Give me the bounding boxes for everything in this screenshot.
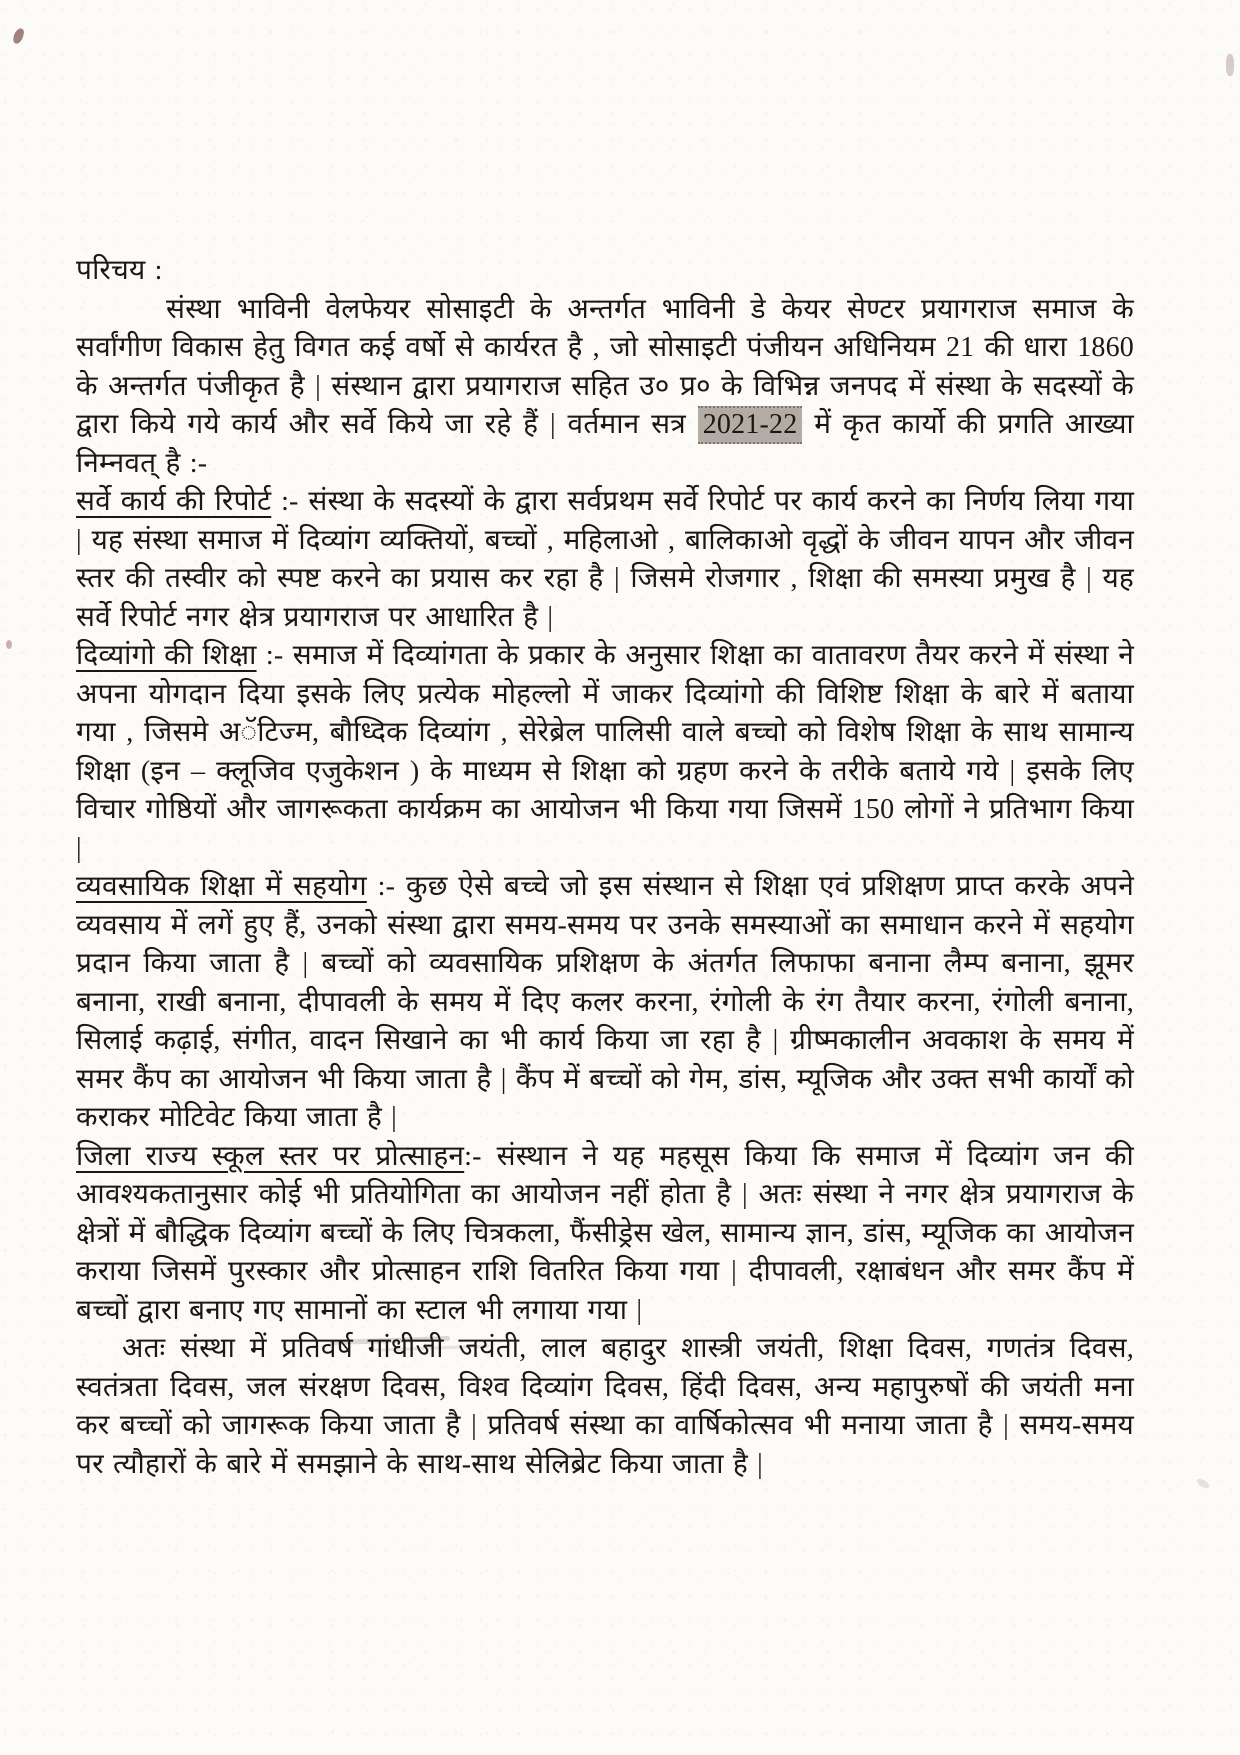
section-heading: व्यवसायिक शिक्षा में सहयोग (76, 871, 367, 902)
section-body: समाज में दिव्यांगता के प्रकार के अनुसार शिक्षा का वातावरण तैयर करने में संस्था ने अपना योगदान दिया इसके लिए प्रत्येक मोहल्लो में जाकर दिव्यांगो की विशिष्ट शिक्षा के बारे में बताया गया , जिसमे अॅटिज्म, बौध्दिक दिव्यांग , सेरेब्रेल पालिसी वाले बच्चो को विशेष शिक्षा के साथ सामान्य शिक्षा (इन – क्लूजिव एजुकेशन ) के माध्यम से शिक्षा को ग्रहण करने के तरीके बताये गये | इसके लिए विचार गोष्ठियों और जागरूकता कार्यक्रम का आयोजन भी किया गया जिसमें 150 लोगों ने प्रतिभाग किया | (76, 640, 1134, 864)
intro-paragraph (76, 291, 1134, 484)
intro-text-before: संस्था भाविनी वेलफेयर सोसाइटी के अन्तर्गत भाविनी डे केयर सेण्टर प्रयागराज समाज के सर्वांगीण विकास हेतु विगत कई वर्षो से कार्यरत है , जो सोसाइटी पंजीयन अधिनियम 21 की धारा 1860 के अन्तर्गत पंजीकृत है | संस्थान द्वारा प्रयागराज सहित उ० प्र० के विभिन्न जनपद में संस्था के सदस्यों के द्वारा किये गये कार्य और सर्वे किये जा रहे हैं | वर्तमान सत्र (76, 293, 1134, 440)
scan-speckle (6, 640, 12, 649)
session-highlight: 2021-22 (698, 406, 803, 444)
section-body: संस्थान ने यह महसूस किया कि समाज में दिव्यांग जन की आवश्यकतानुसार कोई भी प्रतियोगिता का आयोजन नहीं होता है | अतः संस्था ने नगर क्षेत्र प्रयागराज के क्षेत्रों में बौद्धिक दिव्यांग बच्चों के लिए चित्रकला, फैंसीड्रेस खेल, सामान्य ज्ञान, डांस, म्यूजिक का आयोजन कराया जिसमें पुरस्कार और प्रोत्साहन राशि वितरित किया गया | दीपावली, रक्षाबंधन और समर कैंप में बच्चों द्वारा बनाए गए सामानों का स्टाल भी लगाया गया | (76, 1140, 1134, 1326)
section-heading: दिव्यांगो की शिक्षा (76, 640, 257, 671)
section-separator: :- (256, 640, 293, 671)
scan-speckle (12, 27, 26, 45)
section-heading: सर्वे कार्य की रिपोर्ट (76, 486, 272, 517)
document-body (76, 252, 1134, 1484)
page-title: परिचय : (76, 255, 163, 286)
scan-speckle (1226, 54, 1234, 76)
section-separator: :- (271, 486, 309, 517)
section-survey-report (76, 483, 1134, 637)
section-separator: :- (366, 871, 406, 902)
scan-speckle (1195, 1477, 1211, 1490)
section-education-of-disabled (76, 637, 1134, 868)
section-body: संस्था के सदस्यों के द्वारा सर्वप्रथम सर्वे रिपोर्ट पर कार्य करने का निर्णय लिया गया | यह संस्था समाज में दिव्यांग व्यक्तियों, बच्चों , महिलाओ , बालिकाओ वृद्धों के जीवन यापन और जीवन स्तर की तस्वीर को स्पष्ट करने का प्रयास कर रहा है | जिसमे रोजगार , शिक्षा की समस्या प्रमुख है | यह सर्वे रिपोर्ट नगर क्षेत्र प्रयागराज पर आधारित है | (76, 486, 1135, 633)
intro-text-after: में कृत कार्यो की प्रगति आख्या निम्नवत् है :- (76, 409, 1134, 479)
closing-paragraph: अतः संस्था में प्रतिवर्ष गांधीजी जयंती, लाल बहादुर शास्त्री जयंती, शिक्षा दिवस, गणतंत्र दिवस, स्वतंत्रता दिवस, जल संरक्षण दिवस, विश्व दिव्यांग दिवस, हिंदी दिवस, अन्य महापुरुषों की जयंती मना कर बच्चों को जागरूक किया जाता है | प्रतिवर्ष संस्था का वार्षिकोत्सव भी मनाया जाता है | समय-समय पर त्यौहारों के बारे में समझाने के साथ-साथ सेलिब्रेट किया जाता है | (76, 1333, 1134, 1480)
section-heading: जिला राज्य स्कूल स्तर पर प्रोत्साहन (76, 1140, 465, 1172)
section-separator: :- (464, 1140, 497, 1172)
section-vocational-education (76, 868, 1134, 1138)
section-body: कुछ ऐसे बच्चे जो इस संस्थान से शिक्षा एवं प्रशिक्षण प्राप्त करके अपने व्यवसाय में लगें हुए हैं, उनको संस्था द्वारा समय-समय पर उनके समस्याओं का समाधान करने में सहयोग प्रदान किया जाता है | बच्चों को व्यवसायिक प्रशिक्षण के अंतर्गत लिफाफा बनाना लैम्प बनाना, झूमर बनाना, राखी बनाना, दीपावली के समय में दिए कलर करना, रंगोली के रंग तैयार करना, रंगोली बनाना, सिलाई कढ़ाई, संगीत, वादन सिखाने का भी कार्य किया जा रहा है | ग्रीष्मकालीन अवकाश के समय में समर कैंप का आयोजन भी किया जाता है | कैंप में बच्चों को गेम, डांस, म्यूजिक और उक्त सभी कार्यों को कराकर मोटिवेट किया जाता है | (76, 871, 1134, 1133)
section-district-state-encouragement (76, 1138, 1134, 1331)
